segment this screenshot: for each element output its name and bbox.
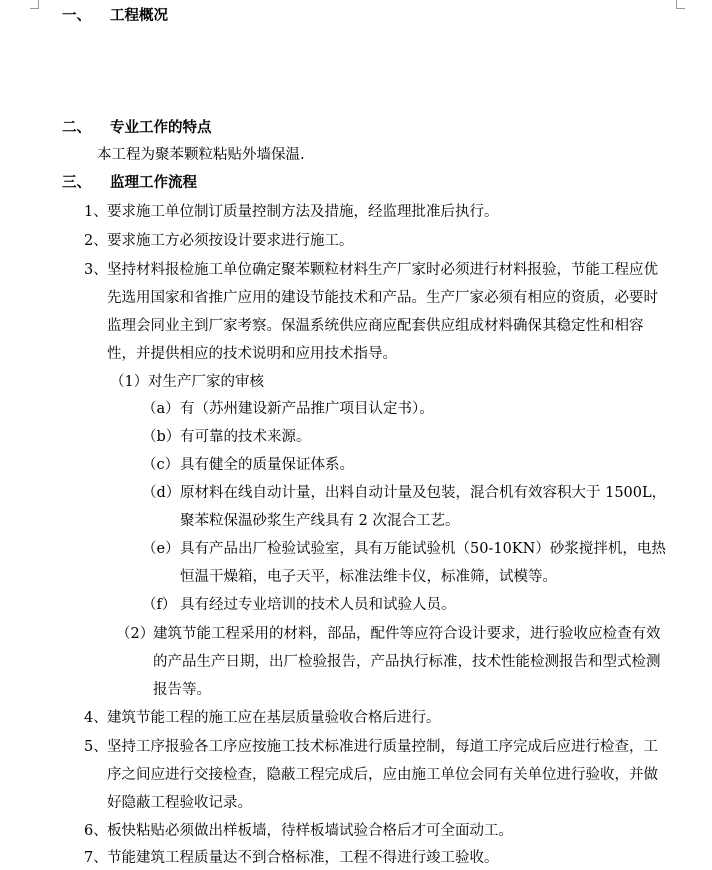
list-item-number: 5、 — [84, 739, 108, 755]
sublist-line: 报告等。 — [153, 682, 211, 698]
sub-item-line: 具有产品出厂检验试验室，具有万能试验机（50-10KN）砂浆搅拌机，电热 — [180, 541, 666, 557]
sub-item-text: 具有健全的质量保证体系。 — [180, 457, 354, 473]
sub-item-letter: （c） — [142, 457, 180, 473]
crop-mark-top-right — [676, 0, 685, 9]
sublist-number: （1） — [110, 374, 149, 390]
section-title: 工程概况 — [110, 8, 168, 24]
sub-item-text: 具有经过专业培训的技术人员和试验人员。 — [180, 597, 456, 613]
sub-item-text: 有可靠的技术来源。 — [180, 429, 311, 445]
section-number: 二、 — [62, 120, 91, 136]
sub-item-letter: （d） — [142, 485, 181, 501]
sub-item-text: 有（苏州建设新产品推广项目认定书）。 — [180, 401, 434, 417]
list-item-line: 序之间应进行交接检查，隐蔽工程完成后，应由施工单位会同有关单位进行验收，并做 — [107, 767, 658, 783]
sub-item-line: 聚苯粒保温砂浆生产线具有 2 次混合工艺。 — [180, 513, 460, 529]
section-title: 监理工作流程 — [110, 175, 197, 191]
sub-item-line: 恒温干燥箱，电子天平，标准法维卡仪，标准筛，试模等。 — [180, 569, 557, 585]
list-item-text: 要求施工单位制订质量控制方法及措施，经监理批准后执行。 — [107, 204, 499, 220]
list-item-line: 先选用国家和省推广应用的建设节能技术和产品。生产厂家必须有相应的资质，必要时 — [107, 290, 658, 306]
list-item-text: 板快粘贴必须做出样板墙，待样板墙试验合格后才可全面动工。 — [107, 823, 513, 839]
crop-mark-top-left — [30, 0, 39, 9]
list-item-number: 6、 — [84, 823, 108, 839]
sub-item-letter: （a） — [142, 401, 180, 417]
sublist-number: （2） — [116, 626, 155, 642]
list-item-number: 1、 — [84, 204, 108, 220]
list-item-line: 坚持材料报检施工单位确定聚苯颗粒材料生产厂家时必须进行材料报验，节能工程应优 — [107, 262, 658, 278]
section-title: 专业工作的特点 — [110, 120, 212, 136]
list-item-line: 好隐蔽工程验收记录。 — [107, 795, 252, 811]
list-item-text: 建筑节能工程的施工应在基层质量验收合格后进行。 — [107, 710, 441, 726]
sublist-title: 对生产厂家的审核 — [148, 374, 264, 390]
list-item-number: 2、 — [84, 233, 108, 249]
list-item-number: 7、 — [84, 850, 108, 866]
section-number: 一、 — [62, 8, 91, 24]
list-item-line: 监理会同业主到厂家考察。保温系统供应商应配套供应组成材料确保其稳定性和相容 — [107, 318, 644, 334]
list-item-number: 4、 — [84, 710, 108, 726]
sublist-line: 的产品生产日期，出厂检验报告，产品执行标准，技术性能检测报告和型式检测 — [153, 654, 661, 670]
list-item-number: 3、 — [84, 262, 108, 278]
list-item-text: 要求施工方必须按设计要求进行施工。 — [107, 233, 354, 249]
sub-item-letter: （b） — [142, 429, 181, 445]
sub-item-letter: （e） — [142, 541, 180, 557]
list-item-text: 节能建筑工程质量达不到合格标准，工程不得进行竣工验收。 — [107, 850, 499, 866]
section-number: 三、 — [62, 175, 91, 191]
list-item-line: 性，并提供相应的技术说明和应用技术指导。 — [107, 346, 397, 362]
list-item-line: 坚持工序报验各工序应按施工技术标准进行质量控制，每道工序完成后应进行检查，工 — [107, 739, 658, 755]
section-2-body: 本工程为聚苯颗粒粘贴外墙保温. — [97, 147, 305, 163]
sub-item-line: 原材料在线自动计量，出料自动计量及包装，混合机有效容积大于 1500L， — [180, 485, 667, 501]
sub-item-letter: （f） — [142, 597, 177, 613]
sublist-line: 建筑节能工程采用的材料，部品，配件等应符合设计要求，进行验收应检查有效 — [153, 626, 661, 642]
